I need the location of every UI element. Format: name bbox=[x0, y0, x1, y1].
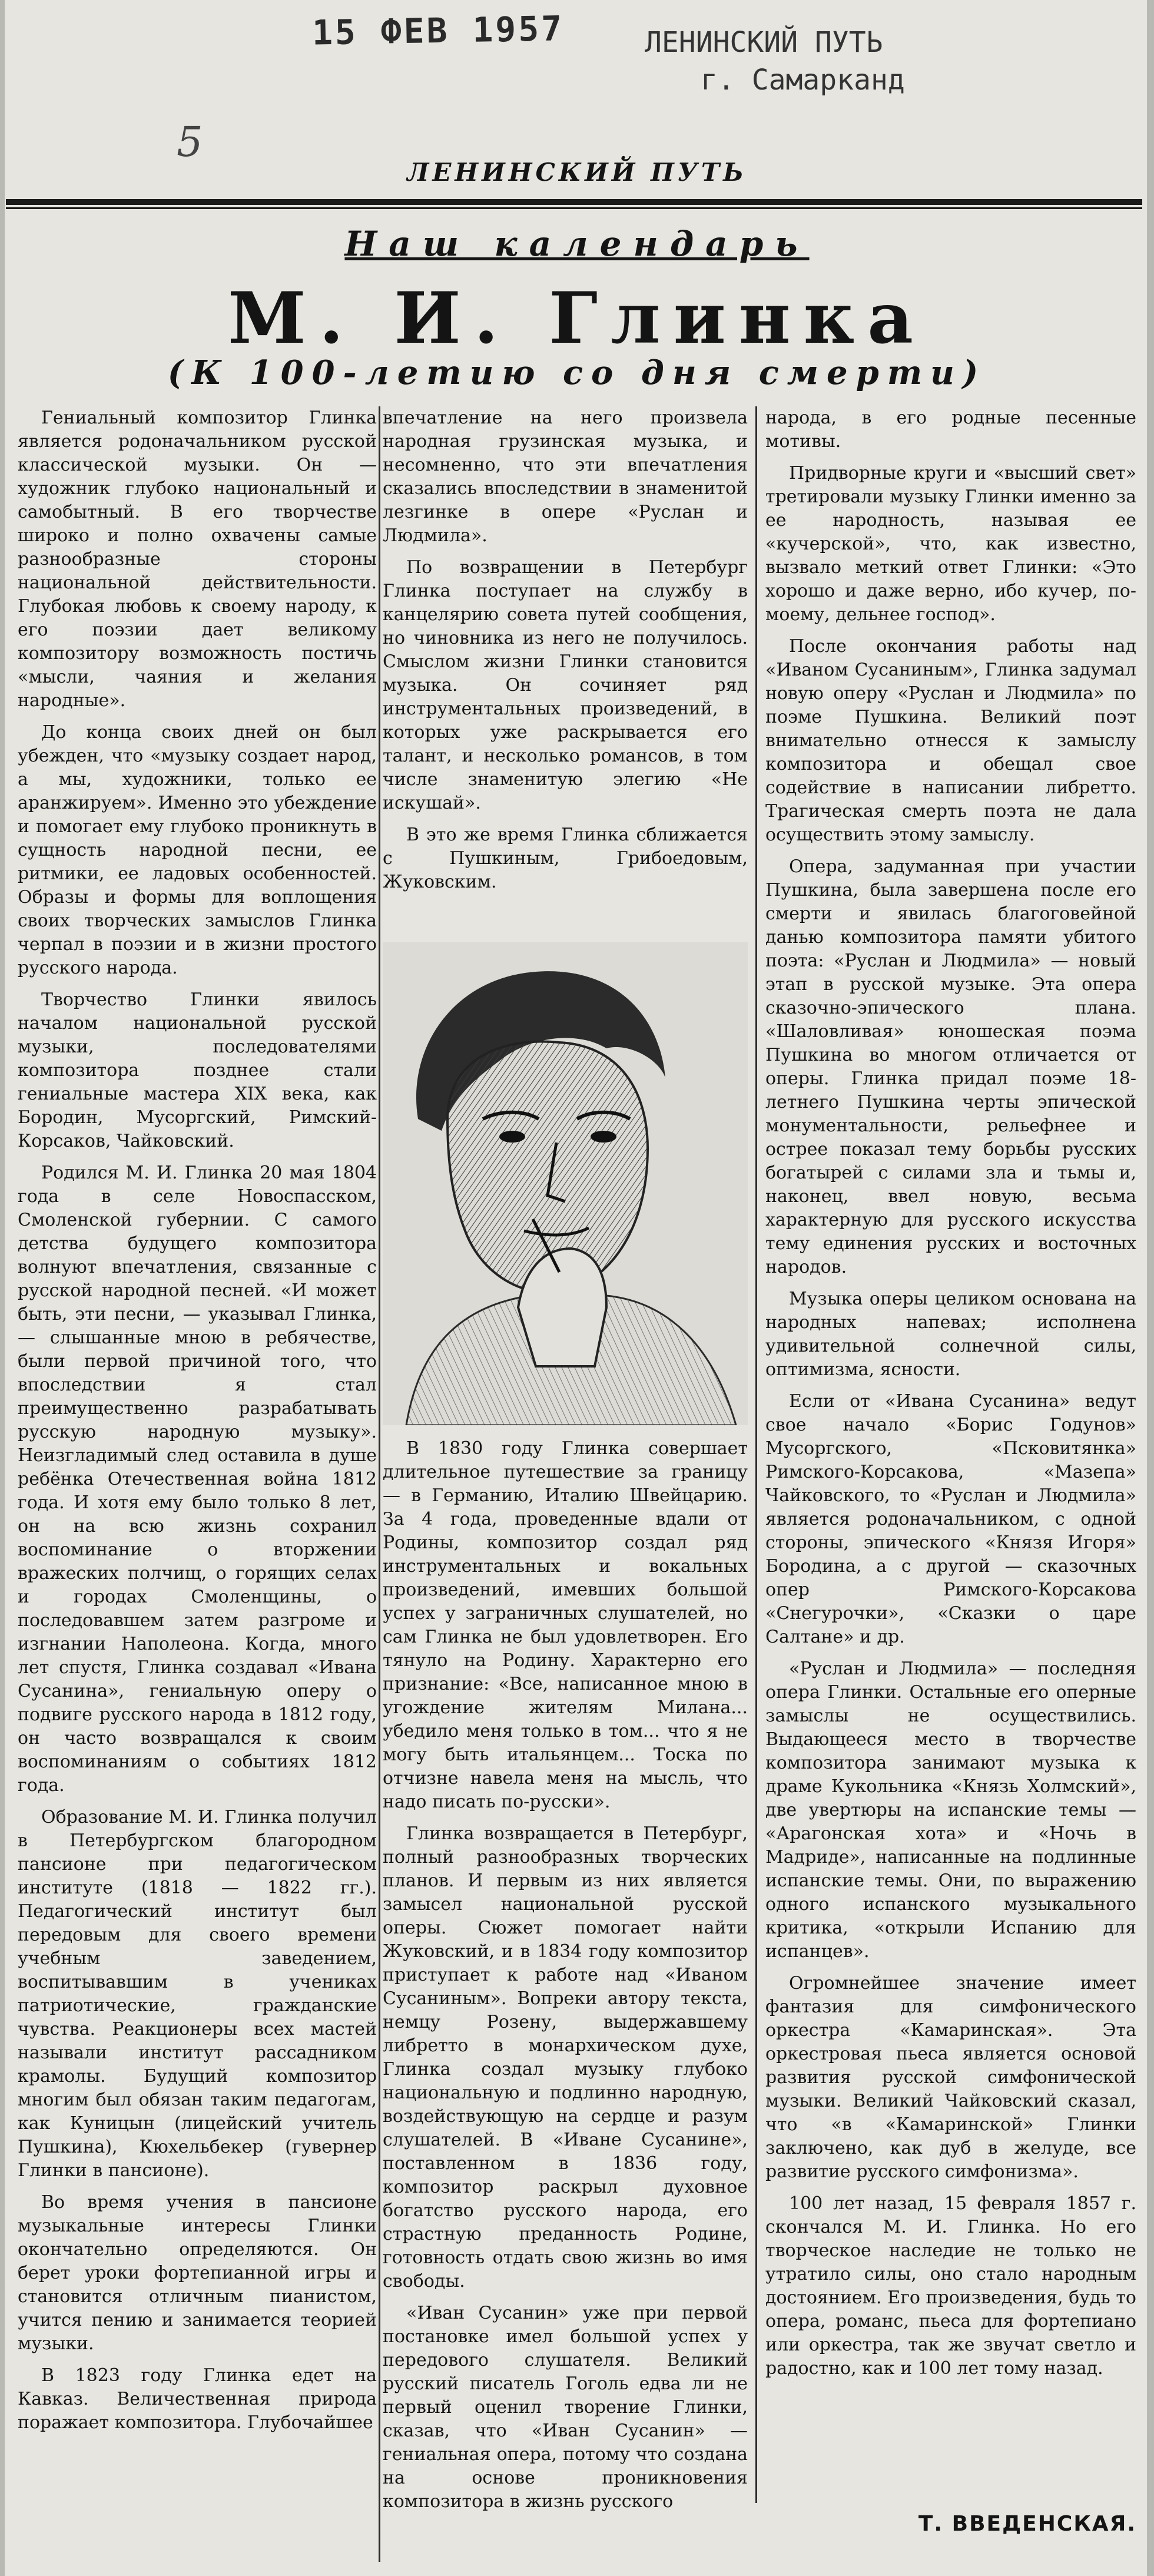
column-divider bbox=[755, 406, 757, 2503]
article-column-3 bbox=[765, 406, 1136, 2503]
paragraph: «Руслан и Людмила» — последняя опера Глинки. Остальные его оперные замыслы не осуществились. Выдающееся место в творчестве композитора занимают музыка к драме Кукольника «Князь Холмский», две увертюры на испанские темы — «Арагонская хота» и «Ночь в Мадриде», написанные на подлинные испанские темы. Они, по выражению одного испанского музыкального критика, «открыли Испанию для испанцев». bbox=[765, 1658, 1136, 1962]
portrait-engraving bbox=[383, 942, 748, 1425]
paragraph: Музыка оперы целиком основана на народных напевах; исполнена удивительной солнечной силы, оптимизма, ясности. bbox=[765, 1289, 1136, 1380]
paragraph: народа, в его родные песенные мотивы. bbox=[765, 408, 1136, 452]
paragraph: впечатление на него произвела народная грузинская музыка, и несомненно, что эти впечатления сказались впоследствии в знаменитой лезгинке в опере «Руслан и Людмила». bbox=[383, 408, 748, 546]
paragraph: Придворные круги и «высший свет» третировали музыку Глинки именно за ее народность, называя ее «кучерской», что, как известно, вызвало меткий ответ Глинки: «Это хорошо и даже верно, ибо кучер, по-моему, дельнее господ». bbox=[765, 463, 1136, 625]
paragraph: Опера, задуманная при участии Пушкина, была завершена после его смерти и явилась благоговейной данью композитора памяти убитого поэта: «Руслан и Людмила» — новый этап в русской музыке. Эта опера сказочно-эпического плана. «Шаловливая» юношеская поэма Пушкина во многом отличается от оперы. Глинка придал поэме 18-летнего Пушкина черты эпической монументальности, рельефнее и острее показал тему борьбы русских богатырей с силами зла и тьмы и, наконец, ввел новую, весьма характерную для русского искусства тему единения русских и восточных народов. bbox=[765, 856, 1136, 1277]
paragraph: Творчество Глинки явилось началом национальной русской музыки, последователями композитора позднее стали гениальные мастера XIX века, как Бородин, Мусоргский, Римский-Корсаков, Чайковский. bbox=[18, 989, 377, 1151]
author-signature: Т. ВВЕДЕНСКАЯ. bbox=[918, 2512, 1136, 2536]
paragraph: Гениальный композитор Глинка является родоначальником русской классической музыки. Он — художник глубоко национальный и самобытный. В его творчестве широко и полно охвачены самые разнообразные стороны национальной действительности. Глубокая любовь к своему народу, к его поэзии дает великому композитору возможность постичь «мысли, чаяния и желания народные». bbox=[18, 408, 377, 711]
article-column-2-top bbox=[383, 406, 748, 1013]
article-subtitle: (К 100-летию со дня смерти) bbox=[167, 353, 987, 392]
running-head: ЛЕНИНСКИЙ ПУТЬ bbox=[407, 158, 747, 187]
paragraph: 100 лет назад, 15 февраля 1857 г. скончался М. И. Глинка. Но его творческое наследие не только не утратило силы, оно стало народным достоянием. Его произведения, будь то опера, романс, пьеса для фортепиано или оркестра, так же звучат светло и радостно, как и 100 лет тому назад. bbox=[765, 2193, 1136, 2379]
header-rule bbox=[6, 199, 1142, 205]
source-stamp bbox=[645, 24, 974, 106]
paragraph: Если от «Ивана Сусанина» ведут свое начало «Борис Годунов» Мусоргского, «Псковитянка» Римского-Корсакова, «Мазепа» Чайковского, то «Руслан и Людмила» является родоначальником, с одной стороны, эпического «Князя Игоря» Бородина, а с другой — сказочных опер Римского-Корсакова «Снегурочки», «Сказки о царе Салтане» и др. bbox=[765, 1391, 1136, 1647]
source-city: г. Самарканд bbox=[701, 64, 905, 97]
paragraph: В это же время Глинка сближается с Пушкиным, Грибоедовым, Жуковским. bbox=[383, 825, 748, 892]
paragraph: По возвращении в Петербург Глинка поступает на службу в канцелярию совета путей сообщения, но чиновника из него не получилось. Смыслом жизни Глинки становится музыка. Он сочиняет ряд инструментальных произведений, в которых уже раскрывается его талант, и несколько романсов, в том числе знаменитую элегию «Не искушай». bbox=[383, 557, 748, 813]
column-divider bbox=[379, 406, 380, 2562]
paragraph: Глинка возвращается в Петербург, полный разнообразных творческих планов. И первым из них является замысел национальной русской оперы. Сюжет помогает найти Жуковский, и в 1834 году композитор приступает к работе над «Иваном Сусаниным». Вопреки автору текста, немцу Розену, выдержавшему либретто в монархическом духе, Глинка создал музыку глубоко национальную и подлинно народную, воздействующую на сердце и разум слушателей. В «Иване Сусанине», поставленном в 1836 году, композитор раскрыл духовное богатство русского народа, его страстную преданность Родине, готовность отдать свою жизнь во имя свободы. bbox=[383, 1823, 748, 2292]
header-rule-thin bbox=[6, 207, 1142, 209]
paragraph: Во время учения в пансионе музыкальные интересы Глинки окончательно определяются. Он берет уроки фортепианной игры и становится отличным пианистом, учится пению и занимается теорией музыки. bbox=[18, 2192, 377, 2354]
glinka-portrait bbox=[383, 942, 748, 1425]
source-paper-name: ЛЕНИНСКИЙ ПУТЬ bbox=[645, 26, 883, 59]
paragraph: В 1830 году Глинка совершает длительное путешествие за границу — в Германию, Италию Швейцарию. За 4 года, проведенные вдали от Родины, композитор создал ряд инструментальных и вокальных произведений, имевших большой успех у заграничных слушателей, но сам Глинка не был удовлетворен. Его тянуло на Родину. Характерно его признание: «Все, написанное мною в угождение жителям Милана... убедило меня только в том... что я не могу быть итальянцем... Тоска по отчизне навела меня на мысль, что надо писать по-русски». bbox=[383, 1438, 748, 1812]
paragraph: После окончания работы над «Иваном Сусаниным», Глинка задумал новую оперу «Руслан и Людмила» по поэме Пушкина. Великий поэт внимательно отнесся к замыслу композитора и обещал свое содействие в написании либретто. Трагическая смерть поэта не дала осуществить этому замыслу. bbox=[765, 636, 1136, 845]
paragraph: «Иван Сусанин» уже при первой постановке имел большой успех у передового слушателя. Великий русский писатель Гоголь едва ли не первый оценил творение Глинки, сказав, что «Иван Сусанин» — гениальная опера, потому что создана на основе проникновения композитора в жизнь русского bbox=[383, 2303, 748, 2512]
article-column-2-bottom bbox=[383, 1437, 748, 2568]
margin-mark: 5 bbox=[177, 118, 203, 166]
article-title: М. И. Глинка bbox=[227, 277, 927, 360]
paragraph: Образование М. И. Глинка получил в Петербургском благородном пансионе при педагогическом институте (1818 — 1822 гг.). Педагогический институт был передовым для своего времени учебным заведением, воспитывавшим в учениках патриотические, гражданские чувства. Реакционеры всех мастей называли институт рассадником крамолы. Будущий композитор многим был обязан таким педагогам, как Куницын (лицейский учитель Пушкина), Кюхельбекер (гувернер Глинки в пансионе). bbox=[18, 1807, 377, 2181]
paragraph: Огромнейшее значение имеет фантазия для симфонического оркестра «Камаринская». Эта оркестровая пьеса является основой развития русской симфонической музыки. Великий Чайковский сказал, что «в «Камаринской» Глинки заключено, как дуб в желуде, все развитие русского симфонизма». bbox=[765, 1973, 1136, 2182]
date-stamp: 15 ФЕВ 1957 bbox=[311, 8, 565, 53]
article-column-1 bbox=[18, 406, 377, 2562]
paragraph: До конца своих дней он был убежден, что «музыку создает народ, а мы, художники, только ее аранжируем». Именно это убеждение и помогает ему глубоко проникнуть в сущность народной песни, ее ритмики, ее ладовых особенностей. Образы и формы для воплощения своих творческих замыслов Глинка черпал в поэзии и в жизни простого русского народа. bbox=[18, 722, 377, 978]
paragraph: В 1823 году Глинка едет на Кавказ. Величественная природа поражает композитора. Глубочайшее bbox=[18, 2365, 377, 2433]
rubric: Наш календарь bbox=[344, 224, 810, 264]
paragraph: Родился М. И. Глинка 20 мая 1804 года в селе Новоспасском, Смоленской губернии. С самого детства будущего композитора волнуют впечатления, связанные с русской народной песней. «И может быть, эти песни, — указывал Глинка, — слышанные мною в ребячестве, были первой причиной того, что впоследствии я стал преимущественно разрабатывать русскую народную музыку». Неизгладимый след оставила в душе ребёнка Отечественная война 1812 года. И хотя ему было только 8 лет, он на всю жизнь сохранил воспоминание о вторжении вражеских полчищ, о горящих селах и городах Смоленщины, о последовавшем затем разгроме и изгнании Наполеона. Когда, много лет спустя, Глинка создавал «Ивана Сусанина», гениальную оперу о подвиге русского народа в 1812 году, он часто возвращался к своим воспоминаниям о событиях 1812 года. bbox=[18, 1163, 377, 1796]
